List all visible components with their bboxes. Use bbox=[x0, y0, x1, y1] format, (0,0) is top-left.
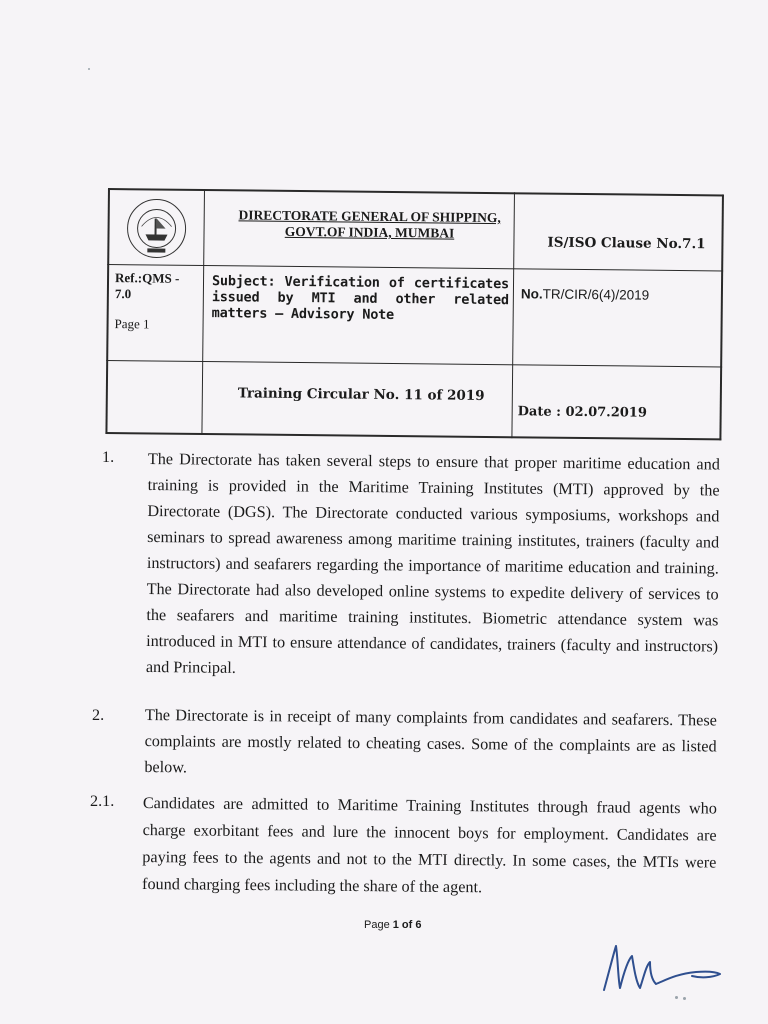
circular-number-prefix: No. bbox=[520, 286, 543, 302]
iso-clause: IS/ISO Clause No.7.1 bbox=[547, 234, 706, 253]
circular-number bbox=[521, 286, 649, 302]
paragraph-2-number: 2. bbox=[92, 706, 105, 724]
page-label: Page 1 bbox=[114, 316, 150, 332]
page-footer bbox=[364, 919, 421, 931]
scan-speck bbox=[88, 68, 90, 70]
org-title-line1: DIRECTORATE GENERAL OF SHIPPING, bbox=[238, 207, 501, 226]
dgs-emblem-icon bbox=[121, 196, 192, 263]
header-table bbox=[105, 188, 724, 440]
paragraph-2-1-number: 2.1. bbox=[90, 792, 115, 810]
circular-date: Date : 02.07.2019 bbox=[517, 404, 648, 421]
paragraph-1: The Directorate has taken several steps to ensure that proper maritime education and training is provided in the Maritime Training Institutes (MTI) approved by the Directorate (DGS). The Directorate conducted various symposiums, workshops and seminars to spread awareness among maritime training institutes, trainers (faculty and instructors) and seafarers regarding the importance of maritime education and training. The Directorate had also developed online systems to expedite delivery of services to the seafarers and maritime training institutes. Biometric attendance system was introduced in MTI to ensure attendance of candidates, trainers (faculty and instructors) and Principal. bbox=[145, 449, 720, 677]
signature-dot-1 bbox=[675, 996, 678, 999]
footer-prefix: Page bbox=[364, 919, 393, 931]
signature-mark bbox=[596, 938, 726, 1002]
reference bbox=[115, 270, 200, 303]
reference-line2: 7.0 bbox=[114, 286, 132, 302]
org-title-line2: GOVT.OF INDIA, MUMBAI bbox=[284, 223, 455, 241]
circular-number-value: TR/CIR/6(4)/2019 bbox=[542, 286, 650, 303]
reference-line1: Ref.:QMS - bbox=[114, 270, 180, 286]
circular-title: Training Circular No. 11 of 2019 bbox=[237, 385, 485, 404]
signature-dot-2 bbox=[683, 997, 686, 1000]
org-title bbox=[219, 207, 519, 242]
paragraph-1-number: 1. bbox=[102, 448, 115, 466]
footer-page-count: 1 of 6 bbox=[392, 919, 422, 931]
paragraph-2-1: Candidates are admitted to Maritime Training Institutes through fraud agents who charge exorbitant fees and lure the innocent boys for employment. Candidates are paying fees to the agents and not to the MTI directly. In some cases, the MTIs were found charging fees including the share of the agent. bbox=[142, 793, 717, 897]
subject: Subject: Verification of certificates issued by MTI and other related matters – Advisory Note bbox=[211, 273, 510, 324]
paragraph-2: The Directorate is in receipt of many complaints from candidates and seafarers. These complaints are mostly related to cheating cases. Some of the complaints are as listed below. bbox=[144, 705, 717, 777]
